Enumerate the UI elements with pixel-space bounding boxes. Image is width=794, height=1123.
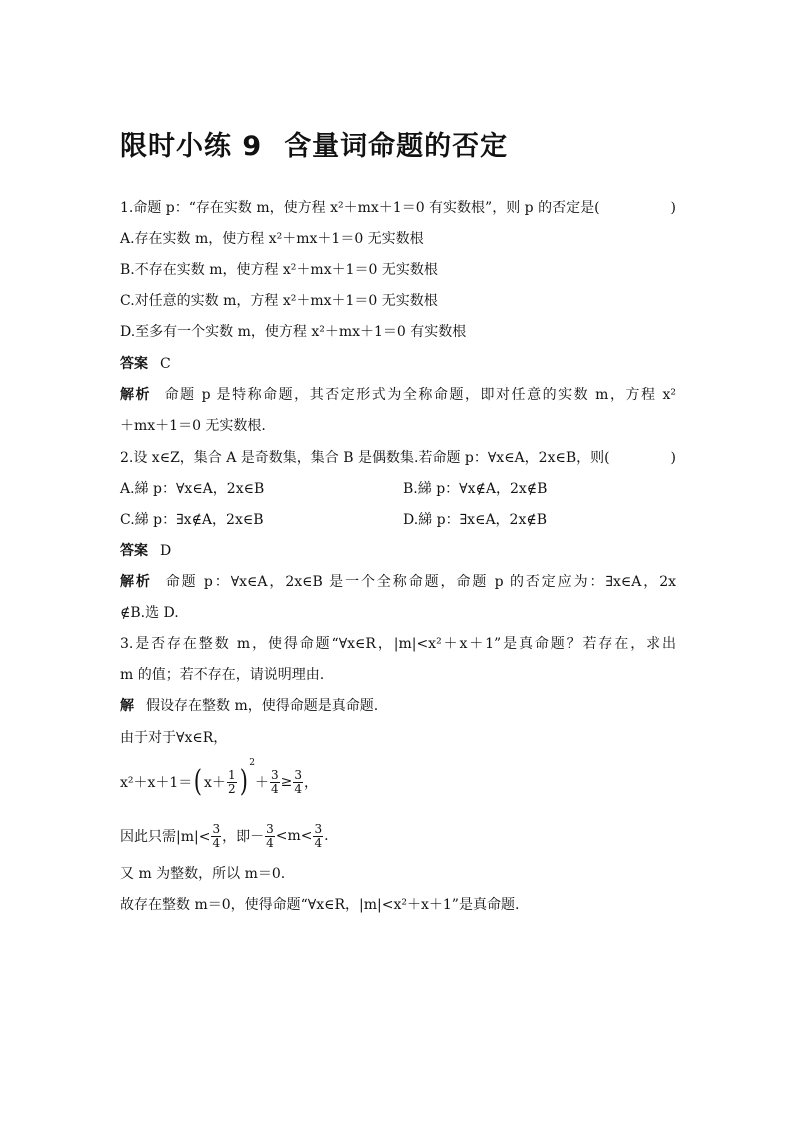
q1-stem [120,198,676,218]
q1-option-c: C.对任意的实数 m，方程 x²＋mx＋1＝0 无实数根 [120,293,438,309]
eq2-f3-den: 4 [314,835,323,850]
q3-conclusion: 故存在整数 m＝0，使得命题“∀x∈R，|m|<x²＋x＋1”是真命题. [120,897,520,913]
q2-option-d: D.綈 p：∃x∈A，2x∉B [403,512,548,528]
eq1-geq: ≥ [280,774,293,790]
q3-equation-1 [120,760,318,804]
q1-option-d: D.至多有一个实数 m，使方程 x²＋mx＋1＝0 有实数根 [120,324,467,340]
q2-answer-value: D [160,543,172,559]
q3-solution-line1 [120,696,676,716]
eq1-open-paren: ( [194,764,203,799]
q2-analysis-line2: ∉B.选 D. [120,605,179,621]
eq1-frac-num: 1 [227,767,236,782]
eq1-frac-three-quarters [270,769,280,796]
eq2-pre: 因此只需|m|< [120,829,211,845]
q3-solution-line2: 由于对于∀x∈R， [120,730,228,746]
eq1-end: ， [304,775,319,791]
q3-solution-label: 解 [120,698,134,714]
q2-paren: ) [670,450,676,466]
eq2-frac-3 [313,823,323,850]
q1-analysis-text1: 命题 p 是特称命题，其否定形式为全称命题，即对任意的实数 m，方程 x² [163,387,677,403]
eq1-plus: ＋ [255,775,270,791]
q1-analysis-line1 [120,385,676,405]
q1-analysis-label: 解析 [120,387,152,403]
eq2-frac-2 [265,823,275,850]
eq1-frac-half [227,769,237,796]
q3-solution-text1: 假设存在整数 m，使得命题是真命题. [146,698,379,714]
q1-analysis-line2: ＋mx＋1＝0 无实数根. [120,418,266,434]
q1-answer [120,354,676,374]
q3-stem-line2: m 的值；若不存在，请说明理由. [120,667,325,683]
eq1-f3-den: 4 [294,781,303,796]
eq2-mid2: <m< [275,828,313,844]
eq2-f1-den: 4 [212,835,221,850]
q3-stem-line1: 3.是否存在整数 m，使得命题“∀x∈R，|m|<x²＋x＋1”是真命题？若存在，求出 [120,636,676,652]
eq1-lhs: x²＋x＋1＝ [120,775,193,791]
q2-stem-text: 2.设 x∈Z，集合 A 是奇数集，集合 B 是偶数集.若命题 p：∀x∈A，2x∈B，则( [120,450,610,466]
q1-paren: ) [670,200,676,216]
eq1-frac-three-quarters-2 [293,769,303,796]
q1-answer-label: 答案 [120,356,148,372]
eq2-f2-num: 3 [266,821,274,836]
q3-integer-line: 又 m 为整数，所以 m＝0. [120,866,286,882]
eq2-frac-1 [211,823,221,850]
eq1-close-paren: ) [239,764,248,799]
eq1-f2-num: 3 [271,767,279,782]
eq1-f2-den: 4 [271,781,279,796]
q2-analysis-label: 解析 [120,574,152,590]
q2-option-a: A.綈 p：∀x∈A，2x∈B [120,481,265,497]
eq2-f3-num: 3 [314,821,323,836]
q1-option-a: A.存在实数 m，使方程 x²＋mx＋1＝0 无实数根 [120,231,424,247]
q1-option-b: B.不存在实数 m，使方程 x²＋mx＋1＝0 无实数根 [120,262,438,278]
page-title [120,124,508,163]
q2-answer [120,541,676,561]
eq2-mid: ，即－ [222,829,265,845]
eq2-f2-den: 4 [266,835,274,850]
q2-analysis-text1: 命题 p：∀x∈A，2x∈B 是一个全称命题，命题 p 的否定应为：∃x∈A，2x [163,574,677,590]
q2-analysis-line1 [120,572,676,592]
q2-stem [120,448,676,468]
q2-answer-label: 答案 [120,543,148,559]
title-main: 限时小练 9 [120,131,263,162]
q2-option-c: C.綈 p：∃x∉A，2x∈B [120,512,264,528]
eq2-end: . [324,828,329,844]
title-topic: 含量词命题的否定 [284,131,509,162]
q1-stem-text: 1.命题 p：“存在实数 m，使方程 x²＋mx＋1＝0 有实数根”，则 p 的否定是( [120,200,600,216]
q3-equation-2 [120,816,329,856]
eq1-frac-den: 2 [227,781,236,796]
eq1-square: 2 [249,758,256,768]
eq1-x: x＋ [204,775,226,791]
q1-answer-value: C [160,356,171,372]
eq2-f1-num: 3 [212,821,221,836]
q2-option-b: B.綈 p：∀x∉A，2x∉B [403,481,548,497]
eq1-f3-num: 3 [294,767,303,782]
